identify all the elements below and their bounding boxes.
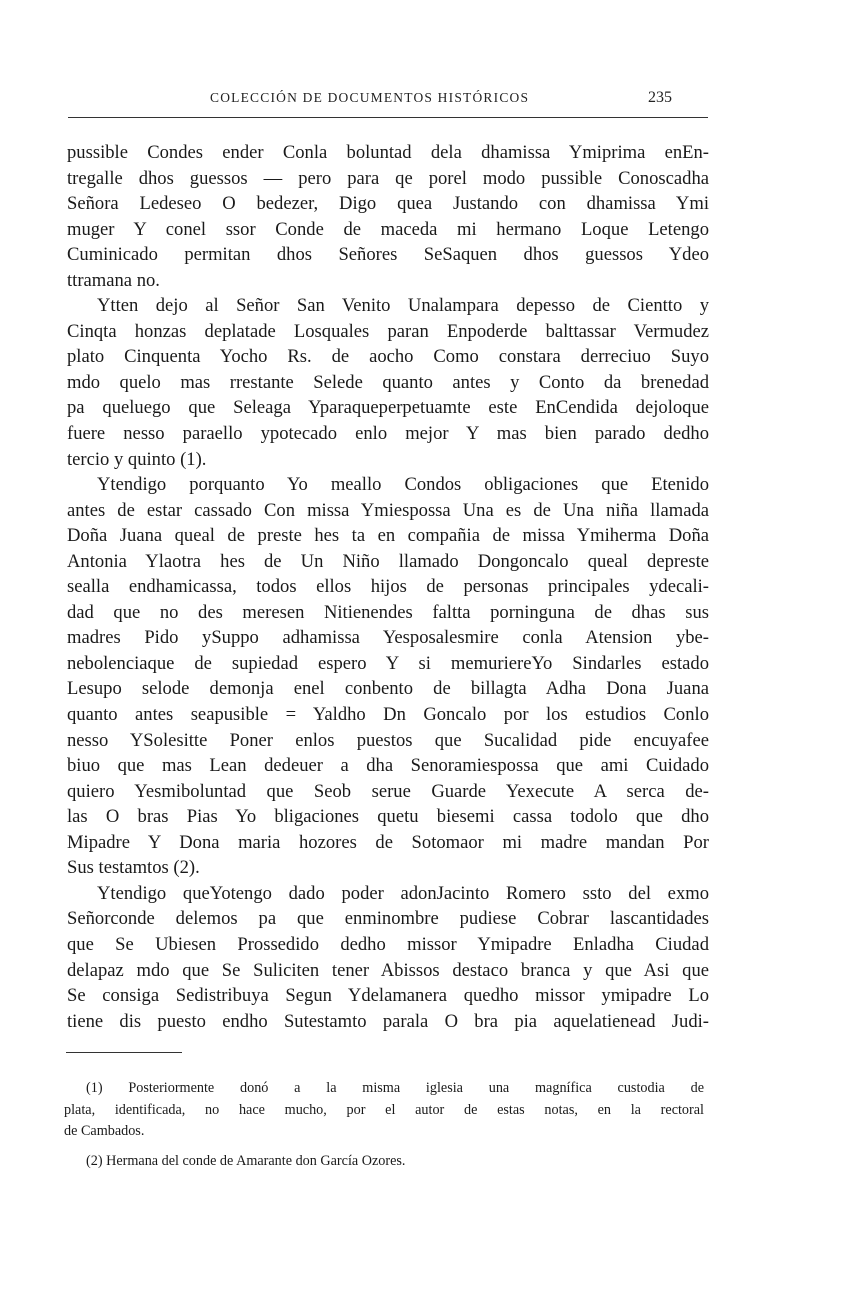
footnote-2-line: (2) Hermana del conde de Amarante don García Ozores. xyxy=(86,1152,406,1169)
text-line: fuere nesso paraello ypotecado enlo mejor Y mas bien parado dedho xyxy=(67,423,709,445)
text-line: pa queluego que Seleaga Yparaqueperpetuamte este EnCendida dejoloque xyxy=(67,397,709,419)
text-line: delapaz mdo que Se Suliciten tener Abissos destaco branca y que Asi que xyxy=(67,959,709,981)
text-line: Se consiga Sedistribuya Segun Ydelamanera quedho missor ymipadre Lo xyxy=(67,985,709,1007)
text-line: biuo que mas Lean dedeuer a dha Senoramiespossa que ami Cuidado xyxy=(67,755,709,777)
text-line: mdo quelo mas rrestante Selede quanto antes y Conto da brenedad xyxy=(67,371,709,393)
text-line: nebolenciaque de supiedad espero Y si memuriereYo Sindarles estado xyxy=(67,652,709,674)
page-number: 235 xyxy=(648,89,672,106)
text-line: Cinqta honzas deplatade Losquales paran Enpoderde balttassar Vermudez xyxy=(67,320,709,342)
text-line: dad que no des meresen Nitienendes faltta porninguna de dhas sus xyxy=(67,601,709,623)
text-line: quanto antes seapusible = Yaldho Dn Goncalo por los estudios Conlo xyxy=(67,704,709,726)
text-line: sealla endhamicassa, todos ellos hijos de personas principales ydecali- xyxy=(67,576,709,598)
footnotes xyxy=(64,1078,704,1172)
text-line: las O bras Pias Yo bligaciones quetu biesemi cassa todolo que dho xyxy=(67,806,709,828)
text-line: tiene dis puesto endho Sutestamto parala O bra pia aquelatienead Judi- xyxy=(67,1010,709,1032)
text-line: muger Y conel ssor Conde de maceda mi hermano Loque Letengo xyxy=(67,218,709,240)
footnote-rule xyxy=(66,1052,182,1053)
text-line: Ytendigo porquanto Yo meallo Condos obligaciones que Etenido xyxy=(97,474,709,496)
text-line: Cuminicado permitan dhos Señores SeSaquen dhos guessos Ydeo xyxy=(67,244,709,266)
text-line: Mipadre Y Dona maria hozores de Sotomaor mi madre mandan Por xyxy=(67,831,709,853)
text-line: Señorconde delemos pa que enminombre pudiese Cobrar lascantidades xyxy=(67,908,709,930)
text-line: ttramana no. xyxy=(67,269,160,291)
text-line: Ytendigo queYotengo dado poder adonJacinto Romero ssto del exmo xyxy=(97,882,709,904)
body-text xyxy=(67,140,709,1034)
text-line: tercio y quinto (1). xyxy=(67,448,207,470)
text-line: Ytten dejo al Señor San Venito Unalampara depesso de Cientto y xyxy=(97,295,709,317)
text-line: madres Pido ySuppo adhamissa Yesposalesmire conla Atension ybe- xyxy=(67,627,709,649)
text-line: Doña Juana queal de preste hes ta en compañia de missa Ymiherma Doña xyxy=(67,525,709,547)
text-line: quiero Yesmiboluntad que Seob serue Guarde Yexecute A serca de- xyxy=(67,780,709,802)
text-line: nesso YSolesitte Poner enlos puestos que Sucalidad pide encuyafee xyxy=(67,729,709,751)
text-line: pussible Condes ender Conla boluntad dela dhamissa Ymiprima enEn- xyxy=(67,142,709,163)
text-line: tregalle dhos guessos — pero para qe porel modo pussible Conoscadha xyxy=(67,167,709,189)
text-line: antes de estar cassado Con missa Ymiespossa Una es de Una niña llamada xyxy=(67,499,709,521)
running-header: COLECCIÓN DE DOCUMENTOS HISTÓRICOS xyxy=(210,90,530,105)
footnote-1-line: de Cambados. xyxy=(64,1123,145,1139)
text-line: Señora Ledeseo O bedezer, Digo quea Justando con dhamissa Ymi xyxy=(67,193,709,215)
text-line: Sus testamtos (2). xyxy=(67,857,200,879)
text-line: Lesupo selode demonja enel conbento de billagta Adha Dona Juana xyxy=(67,678,709,700)
footnote-1-line: (1) Posteriormente donó a la misma iglesia una magnífica custodia de xyxy=(86,1080,704,1096)
text-line: que Se Ubiesen Prossedido dedho missor Ymipadre Enladha Ciudad xyxy=(67,933,709,955)
text-line: Antonia Ylaotra hes de Un Niño llamado Dongoncalo queal depreste xyxy=(67,550,709,572)
header-rule xyxy=(68,117,708,118)
footnote-1-line: plata, identificada, no hace mucho, por el autor de estas notas, en la rectoral xyxy=(64,1101,704,1118)
text-line: plato Cinquenta Yocho Rs. de aocho Como constara derreciuo Suyo xyxy=(67,346,709,368)
